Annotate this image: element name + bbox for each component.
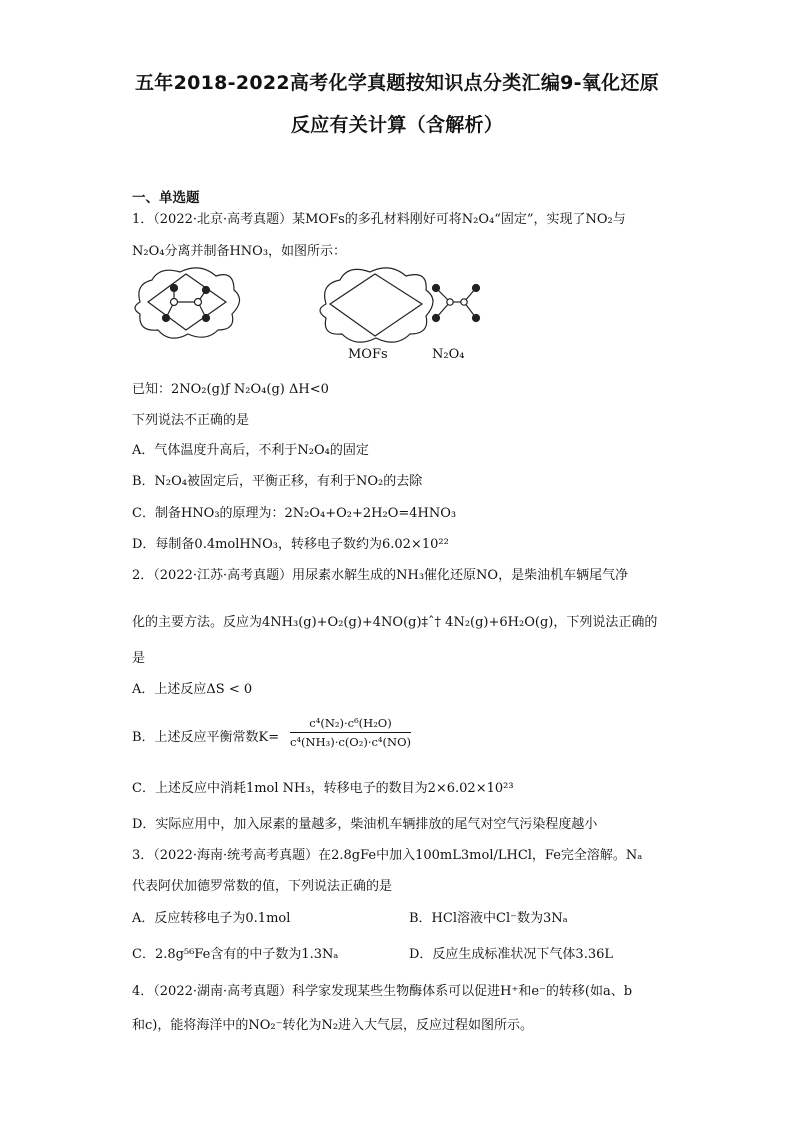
q1-question: 下列说法不正确的是: [132, 413, 250, 428]
q3-stem-line-1: 3．（2022·海南·统考高考真题）在2.8gFe中加入100mL3mol/LHCl，Fe完全溶解。Nₐ: [132, 848, 643, 863]
q3-stem-line-2: 代表阿伏加德罗常数的值，下列说法正确的是: [132, 879, 393, 894]
q4-stem-line-1: 4．（2022·湖南·高考真题）科学家发现某些生物酶体系可以促进H⁺和e⁻的转移(如a、b: [132, 984, 633, 999]
q3-option-a[interactable]: A．反应转移电子为0.1mol: [132, 911, 291, 926]
q1-stem-line-2: N₂O₄分离并制备HNO₃，如图所示：: [132, 244, 347, 259]
q2-stem-line-2: 化的主要方法。反应为4NH₃(g)+O₂(g)+4NO(g)‡ˆ† 4N₂(g)+6H₂O(g)，下列说法正确的: [132, 615, 658, 630]
q2-option-a[interactable]: A．上述反应ΔS < 0: [132, 682, 253, 697]
document-title-line-1: 五年2018-2022高考化学真题按知识点分类汇编9-氧化还原: [134, 72, 660, 94]
document-title-line-2: 反应有关计算（含解析）: [290, 114, 504, 136]
q3-option-c[interactable]: C．2.8g⁵⁶Fe含有的中子数为1.3Nₐ: [132, 947, 339, 962]
q1-known-condition: 已知：2NO₂(g)ƒ N₂O₄(g) ΔH<0: [132, 382, 329, 397]
q1-stem-line-1: 1．（2022·北京·高考真题）某MOFs的多孔材料刚好可将N₂O₄“固定”，实现了NO₂与: [132, 212, 626, 227]
q2-stem-line-1: 2．（2022·江苏·高考真题）用尿素水解生成的NH₃催化还原NO，是柴油机车辆尾气净: [132, 568, 629, 583]
mofs-figure: [320, 268, 433, 342]
q3-option-d[interactable]: D．反应生成标准状况下气体3.36L: [409, 947, 614, 962]
mofs-label: MOFs: [348, 347, 388, 362]
section-heading: 一、单选题: [132, 190, 200, 206]
q2-option-c[interactable]: C．上述反应中消耗1mol NH₃，转移电子的数目为2×6.02×10²³: [132, 781, 514, 796]
n2o4-label: N₂O₄: [432, 347, 465, 362]
n2o4-molecule-figure: [433, 285, 480, 322]
q1-option-d[interactable]: D．每制备0.4molHNO₃，转移电子数约为6.02×10²²: [132, 537, 449, 552]
q2-stem-line-3: 是: [132, 651, 146, 666]
q3-option-b[interactable]: B．HCl溶液中Cl⁻数为3Nₐ: [409, 911, 568, 926]
q1-option-b[interactable]: B．N₂O₄被固定后，平衡正移，有利于NO₂的去除: [132, 474, 423, 489]
q4-stem-line-2: 和c)，能将海洋中的NO₂⁻转化为N₂进入大气层，反应过程如图所示。: [132, 1018, 534, 1033]
q2-option-b-prefix[interactable]: B．上述反应平衡常数K=: [132, 730, 280, 745]
q1-option-c[interactable]: C．制备HNO₃的原理为：2N₂O₄+O₂+2H₂O=4HNO₃: [132, 506, 457, 521]
fraction-numerator: c⁴(N₂)·c⁶(H₂O): [290, 716, 411, 733]
mofs-with-n2o4-figure: [135, 268, 240, 338]
q1-option-a[interactable]: A．气体温度升高后，不利于N₂O₄的固定: [132, 443, 369, 458]
fraction-denominator: c⁴(NH₃)·c(O₂)·c⁴(NO): [290, 735, 412, 749]
equilibrium-constant-fraction: [290, 716, 411, 749]
q2-option-d[interactable]: D．实际应用中，加入尿素的量越多，柴油机车辆排放的尾气对空气污染程度越小: [132, 817, 598, 832]
